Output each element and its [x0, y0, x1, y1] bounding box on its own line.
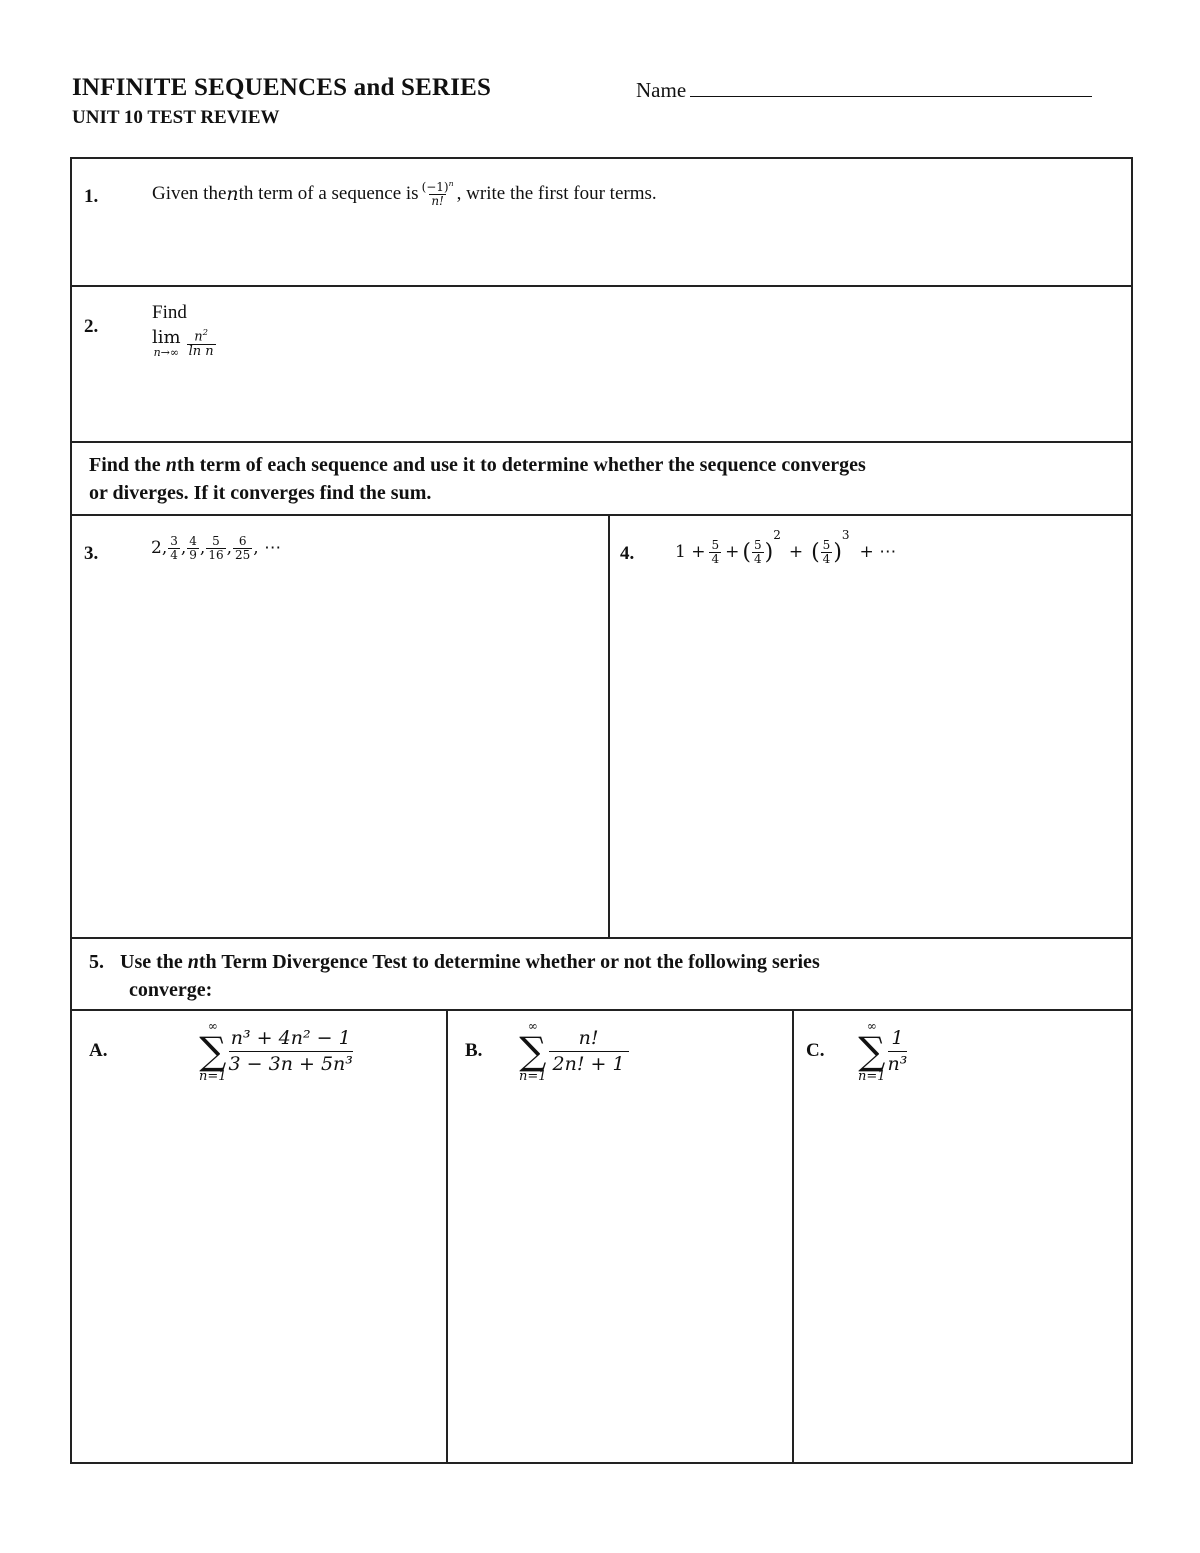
q4-frac1-den: 4: [711, 551, 720, 566]
q4-number: 4.: [620, 543, 635, 564]
q5a-series: [199, 1020, 353, 1083]
row-divider-q34: [70, 937, 1133, 939]
q4-frac2-num: 5: [753, 537, 762, 552]
q2-fraction: [187, 328, 216, 359]
name-label: Name: [636, 78, 687, 102]
q3-fraction: [168, 535, 180, 561]
q5b-fraction: [549, 1026, 629, 1076]
q5a-num: n³ + 4n² − 1: [230, 1027, 351, 1050]
q1-text-before: Given the: [152, 183, 227, 204]
q3-comma: ,: [199, 538, 206, 558]
q1-formula-den: n!: [431, 194, 444, 208]
q5c-den: n³: [887, 1053, 908, 1075]
q4-lparen2: (: [811, 539, 820, 565]
q3-fraction: [206, 535, 225, 561]
q3-fraction-den: 9: [189, 547, 197, 562]
q5c-lower: n=1: [858, 1069, 886, 1084]
q4-frac2: [752, 539, 764, 565]
q4-plus1: +: [725, 542, 740, 562]
q3-fractions: [167, 535, 253, 561]
row-divider-q1: [70, 285, 1133, 287]
q5b-lower: n=1: [519, 1069, 547, 1084]
row-divider-instr5: [70, 1009, 1133, 1011]
q2-lim-sub: n→∞: [153, 345, 180, 359]
q3-fraction-den: 16: [208, 547, 224, 562]
q3-number: 3.: [84, 543, 99, 564]
instructions-q3-q4: [89, 451, 1119, 507]
q5-number: 5.: [89, 951, 104, 973]
q4-exp2: 2: [773, 528, 781, 542]
q2-limit: [152, 328, 217, 359]
q4-plus2: +: [788, 542, 804, 562]
q5c-fraction: [888, 1026, 908, 1076]
q4-frac1-num: 5: [711, 537, 720, 552]
q4-rparen2: ): [833, 539, 842, 565]
q3-sequence: [151, 526, 281, 570]
q4-rparen1: ): [764, 539, 774, 565]
row-divider-q2: [70, 441, 1133, 443]
q4-lead: 1 +: [675, 542, 706, 562]
q3-fraction: [187, 535, 199, 561]
table-border-top: [70, 157, 1133, 159]
q4-frac2-den: 4: [753, 551, 762, 566]
q5b-den: 2n! + 1: [549, 1051, 629, 1077]
q1-number: 1.: [84, 186, 99, 207]
q5a-lower: n=1: [199, 1069, 227, 1084]
q1-text-after: , write the first four terms.: [456, 183, 657, 204]
table-border-left: [70, 157, 72, 1464]
q4-frac1: [709, 539, 721, 565]
instr34-line1-b: th term of each sequence and use it to determine whether the sequence converges: [176, 454, 866, 476]
q4-series: [675, 526, 896, 578]
instr5-n: n: [187, 951, 199, 973]
instr34-line2: or diverges. If it converges find the sum.: [89, 482, 432, 504]
q1-text-mid: th term of a sequence is: [238, 183, 419, 204]
instructions-q5: [89, 948, 1119, 1004]
q5a-label: A.: [89, 1040, 108, 1061]
table-border-bottom: [70, 1462, 1133, 1464]
name-field: [636, 78, 1092, 103]
q5b-num: n!: [578, 1027, 599, 1050]
q5c-upper: ∞: [866, 1019, 877, 1033]
q5a-den: 3 − 3n + 5n³: [228, 1053, 353, 1075]
q1-n: n: [226, 183, 239, 205]
col-divider-q3-q4: [608, 514, 610, 938]
col-divider-a-b: [446, 1009, 448, 1463]
q5c-label: C.: [806, 1040, 825, 1061]
q1-text: [152, 172, 657, 216]
instr5-line1-a: Use the: [120, 951, 188, 973]
table-border-right: [1131, 157, 1133, 1464]
q4-lparen1: (: [742, 539, 751, 565]
q5c-num: 1: [891, 1027, 904, 1050]
q4-frac3: [821, 539, 833, 565]
instr5-line1-b: th Term Divergence Test to determine whether or not the following series: [198, 951, 820, 973]
q2-num-exp: 2: [202, 327, 208, 337]
q2-find: Find: [152, 302, 187, 323]
q4-exp3: 3: [841, 528, 850, 542]
q3-fraction-num: 6: [238, 533, 247, 548]
q3-fraction: [233, 535, 252, 561]
q1-formula-num-exp: n: [448, 179, 454, 189]
q5a-upper: ∞: [207, 1019, 218, 1033]
instr34-n: n: [165, 454, 177, 476]
q5c-sigma: ∑: [858, 1029, 886, 1073]
q3-fraction-num: 4: [189, 533, 197, 548]
instr34-line1-a: Find the: [89, 454, 166, 476]
q2-number: 2.: [84, 316, 99, 337]
q4-frac3-num: 5: [822, 537, 831, 552]
q1-formula-num: (−1): [421, 180, 449, 195]
q3-fraction-num: 5: [212, 533, 220, 548]
q2-lim: lim: [152, 326, 181, 348]
q3-fraction-num: 3: [170, 533, 178, 548]
q4-tail: + ⋯: [859, 542, 897, 562]
q2-num: n: [194, 329, 203, 345]
q3-comma: ,: [226, 538, 233, 558]
q3-tail: , ⋯: [253, 538, 282, 558]
row-divider-instr34: [70, 514, 1133, 516]
q3-comma: ,: [180, 538, 187, 558]
worksheet-title: INFINITE SEQUENCES and SERIES: [72, 74, 492, 101]
worksheet-subtitle: UNIT 10 TEST REVIEW: [72, 107, 280, 128]
q5c-series: [858, 1020, 907, 1083]
name-blank-line[interactable]: [690, 82, 1092, 97]
q5b-series: [519, 1020, 629, 1083]
q5b-upper: ∞: [527, 1019, 538, 1033]
q2-den: ln n: [188, 343, 214, 359]
q5b-sigma: ∑: [519, 1029, 547, 1073]
q5b-label: B.: [465, 1040, 483, 1061]
instr5-line2: converge:: [129, 979, 213, 1001]
q4-frac3-den: 4: [822, 551, 831, 566]
q3-fraction-den: 25: [235, 547, 251, 562]
q5a-fraction: [229, 1026, 353, 1076]
q5a-sigma: ∑: [199, 1029, 227, 1073]
q3-fraction-den: 4: [170, 547, 178, 562]
q1-formula: [420, 180, 456, 207]
col-divider-b-c: [792, 1009, 794, 1463]
q3-first: 2,: [151, 538, 168, 558]
